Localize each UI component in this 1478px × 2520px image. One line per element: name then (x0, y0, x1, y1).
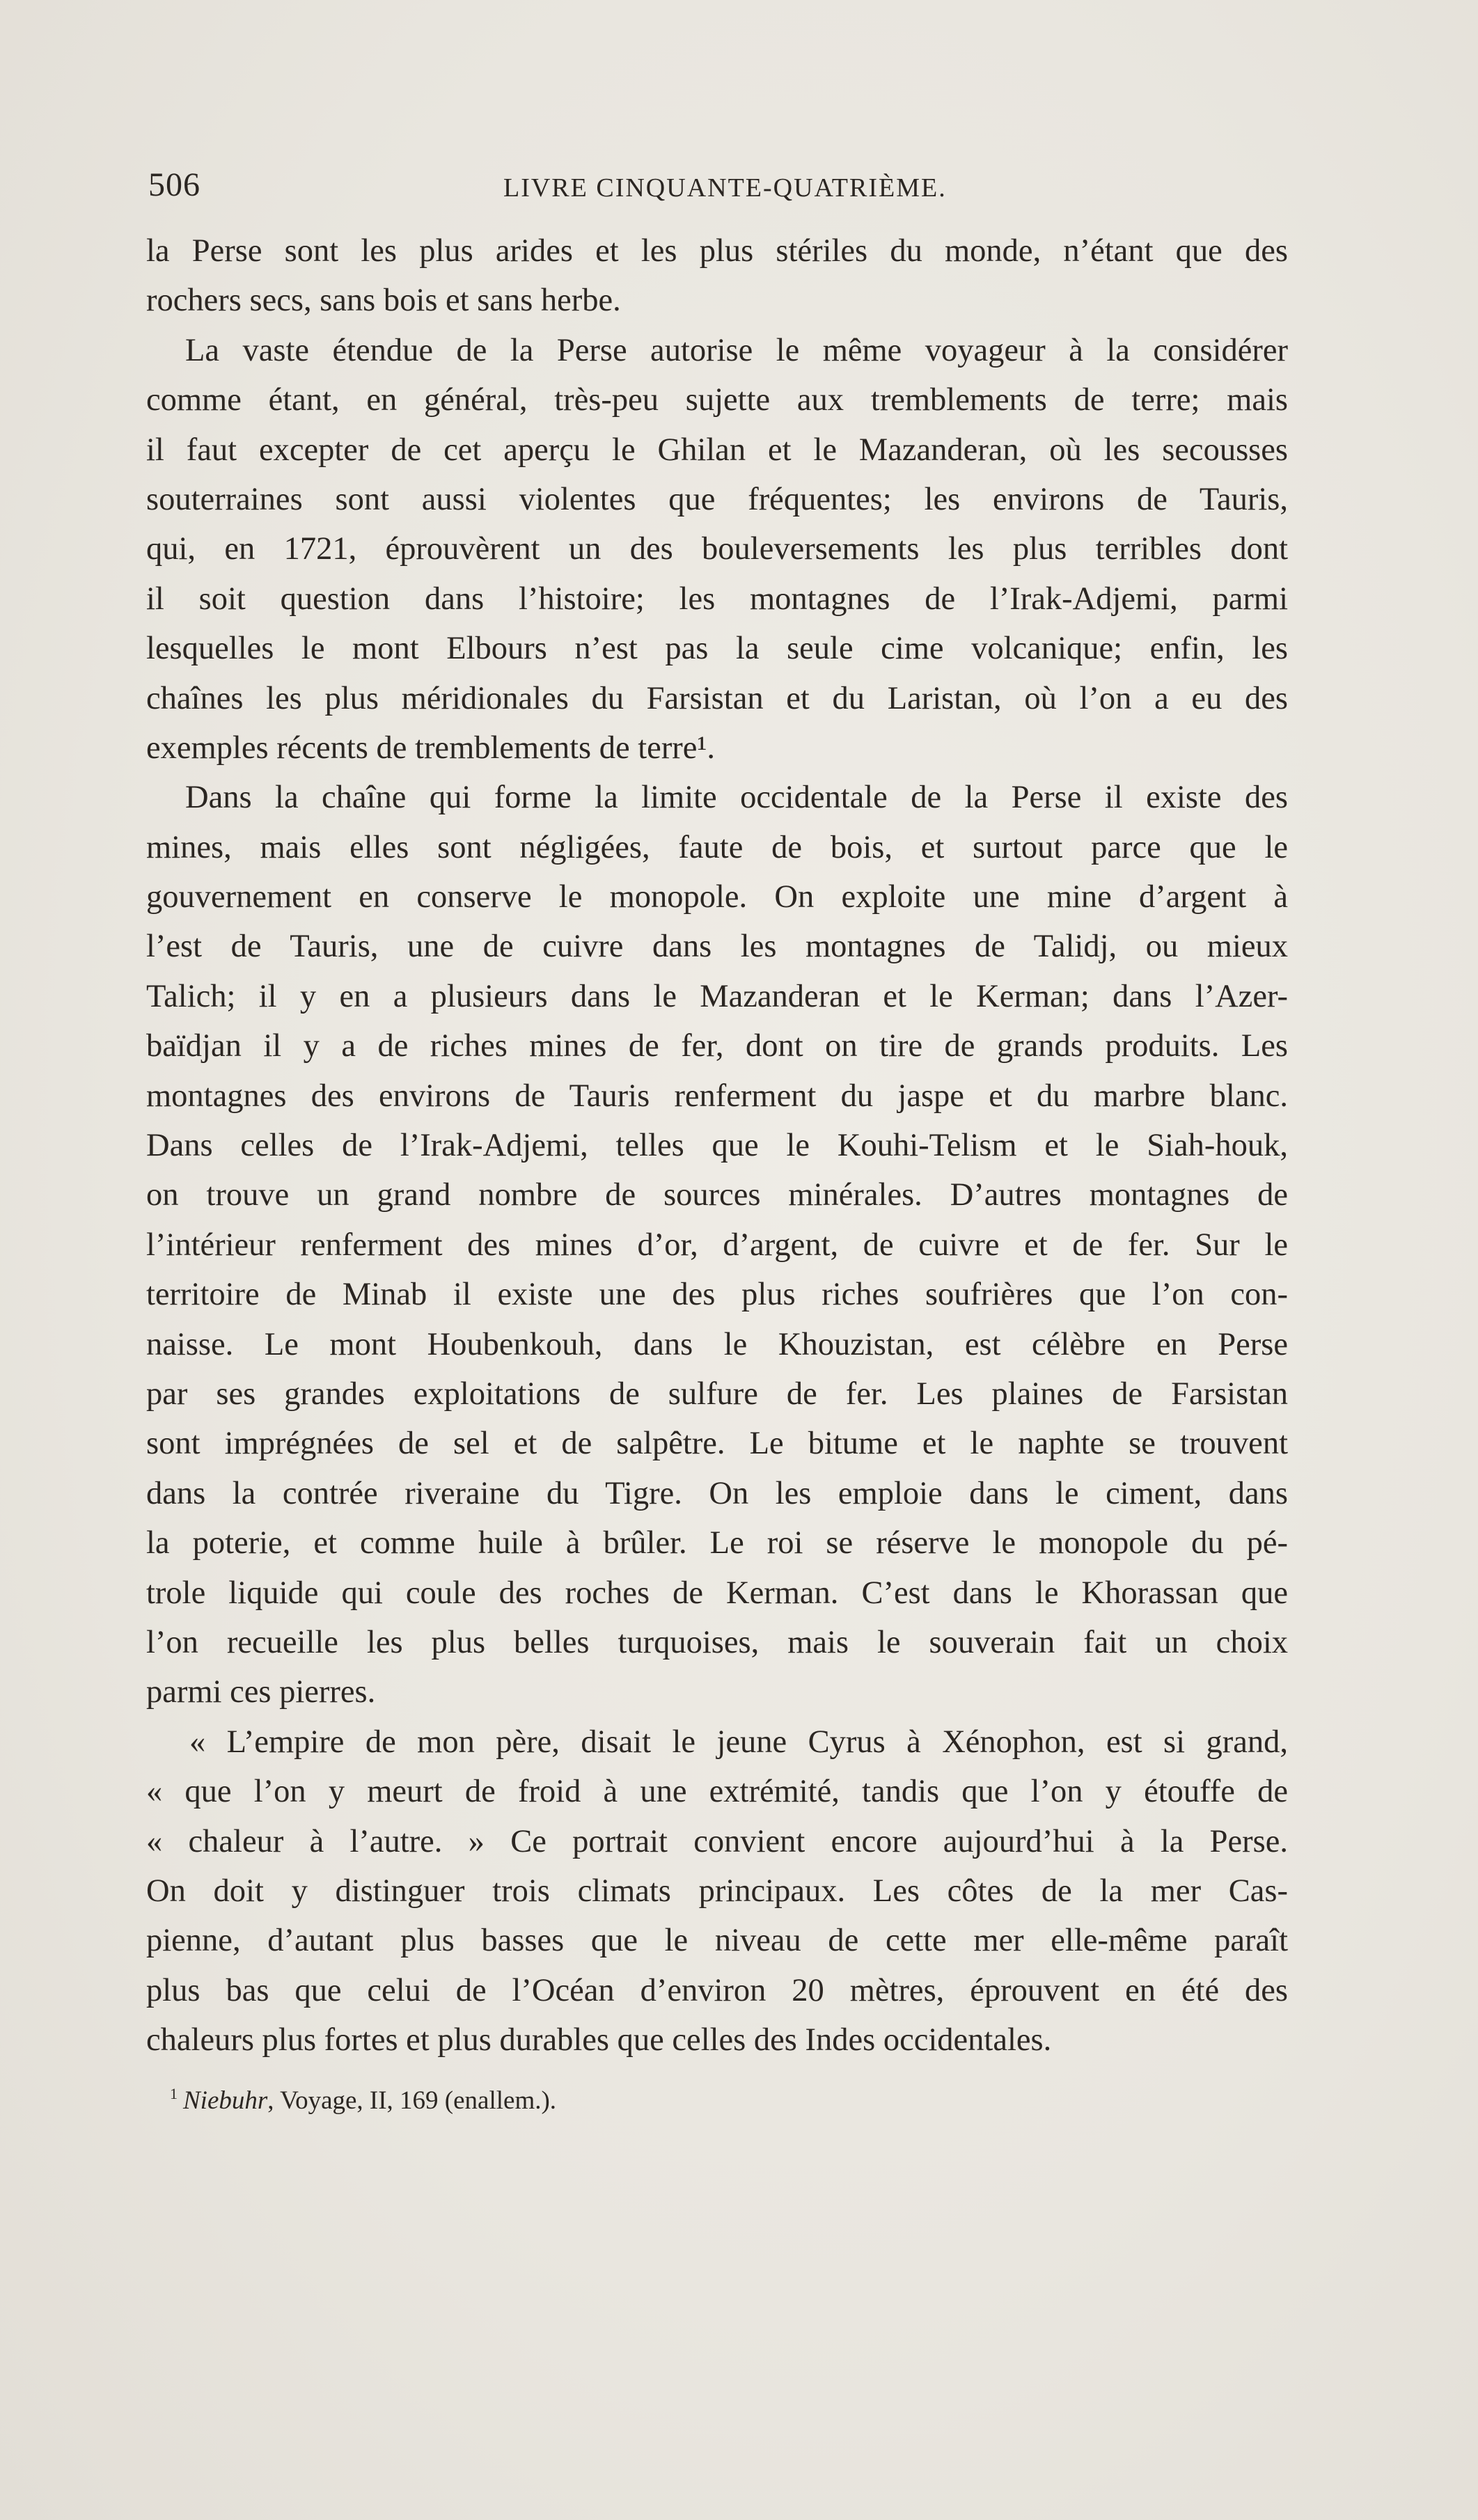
body-text (146, 226, 1288, 2065)
text-line: chaînes les plus méridionales du Farsistan et du Laristan, où l’on a eu des (146, 680, 1288, 716)
text-line: Dans celles de l’Irak-Adjemi, telles que le Kouhi-Telism et le Siah-houk, (146, 1128, 1288, 1164)
text-line: comme étant, en général, très-peu sujette aux tremblements de terre; mais (146, 382, 1288, 418)
text-line: rochers secs, sans bois et sans herbe. (146, 283, 621, 319)
text-line: qui, en 1721, éprouvèrent un des bouleversements les plus terribles dont (146, 531, 1288, 567)
text-line: l’intérieur renferment des mines d’or, d’argent, de cuivre et de fer. Sur le (146, 1227, 1288, 1263)
text-line: lesquelles le mont Elbours n’est pas la seule cime volcanique; enfin, les (146, 631, 1288, 667)
text-line: pienne, d’autant plus basses que le niveau de cette mer elle-même paraît (146, 1923, 1288, 1959)
text-line: La vaste étendue de la Perse autorise le même voyageur à la considérer (185, 332, 1288, 368)
footnote-author: Niebuhr (183, 2086, 268, 2115)
footnote-marker: 1 (170, 2085, 178, 2102)
text-line: territoire de Minab il existe une des plus riches soufrières que l’on con- (146, 1277, 1288, 1313)
footnote (170, 2085, 556, 2116)
text-line: l’on recueille les plus belles turquoises, mais le souverain fait un choix (146, 1624, 1288, 1660)
text-line: Dans la chaîne qui forme la limite occidentale de la Perse il existe des (185, 780, 1288, 816)
page-header (148, 166, 1290, 207)
text-line: parmi ces pierres. (146, 1674, 376, 1710)
text-line: il faut excepter de cet aperçu le Ghilan et le Mazanderan, où les secousses (146, 432, 1288, 468)
text-line: il soit question dans l’histoire; les montagnes de l’Irak-Adjemi, parmi (146, 581, 1288, 617)
text-line: sont imprégnées de sel et de salpêtre. Le bitume et le naphte se trouvent (146, 1426, 1288, 1462)
text-line: l’est de Tauris, une de cuivre dans les montagnes de Talidj, ou mieux (146, 929, 1288, 965)
text-line: par ses grandes exploitations de sulfure de fer. Les plaines de Farsistan (146, 1376, 1288, 1412)
text-line: « L’empire de mon père, disait le jeune Cyrus à Xénophon, est si grand, (189, 1724, 1288, 1760)
text-line: la poterie, et comme huile à brûler. Le roi se réserve le monopole du pé- (146, 1525, 1288, 1561)
text-line: « chaleur à l’autre. » Ce portrait convient encore aujourd’hui à la Perse. (146, 1823, 1288, 1859)
text-line: chaleurs plus fortes et plus durables que celles des Indes occidentales. (146, 2022, 1052, 2058)
text-line: plus bas que celui de l’Océan d’environ 20 mètres, éprouvent en été des (146, 1972, 1288, 2008)
text-line: montagnes des environs de Tauris renferment du jaspe et du marbre blanc. (146, 1078, 1288, 1114)
text-line: naisse. Le mont Houbenkouh, dans le Khouzistan, est célèbre en Perse (146, 1326, 1288, 1362)
text-line: gouvernement en conserve le monopole. On exploite une mine d’argent à (146, 879, 1288, 915)
text-line: mines, mais elles sont négligées, faute de bois, et surtout parce que le (146, 829, 1288, 865)
text-line: baïdjan il y a de riches mines de fer, dont on tire de grands produits. Les (146, 1028, 1288, 1064)
running-title: LIVRE CINQUANTE-QUATRIÈME. (503, 173, 947, 203)
text-line: On doit y distinguer trois climats principaux. Les côtes de la mer Cas- (146, 1873, 1288, 1909)
text-line: souterraines sont aussi violentes que fréquentes; les environs de Tauris, (146, 481, 1288, 517)
text-line: la Perse sont les plus arides et les plus stériles du monde, n’étant que des (146, 233, 1288, 269)
text-line: exemples récents de tremblements de terre¹. (146, 730, 715, 766)
footnote-text: , Voyage, II, 169 (enallem.). (267, 2086, 557, 2115)
text-line: « que l’on y meurt de froid à une extrémité, tandis que l’on y étouffe de (146, 1774, 1288, 1810)
text-line: trole liquide qui coule des roches de Kerman. C’est dans le Khorassan que (146, 1575, 1288, 1611)
text-line: dans la contrée riveraine du Tigre. On les emploie dans le ciment, dans (146, 1475, 1288, 1511)
text-line: Talich; il y en a plusieurs dans le Mazanderan et le Kerman; dans l’Azer- (146, 978, 1288, 1014)
page-number: 506 (148, 166, 201, 203)
text-line: on trouve un grand nombre de sources minérales. D’autres montagnes de (146, 1177, 1288, 1213)
